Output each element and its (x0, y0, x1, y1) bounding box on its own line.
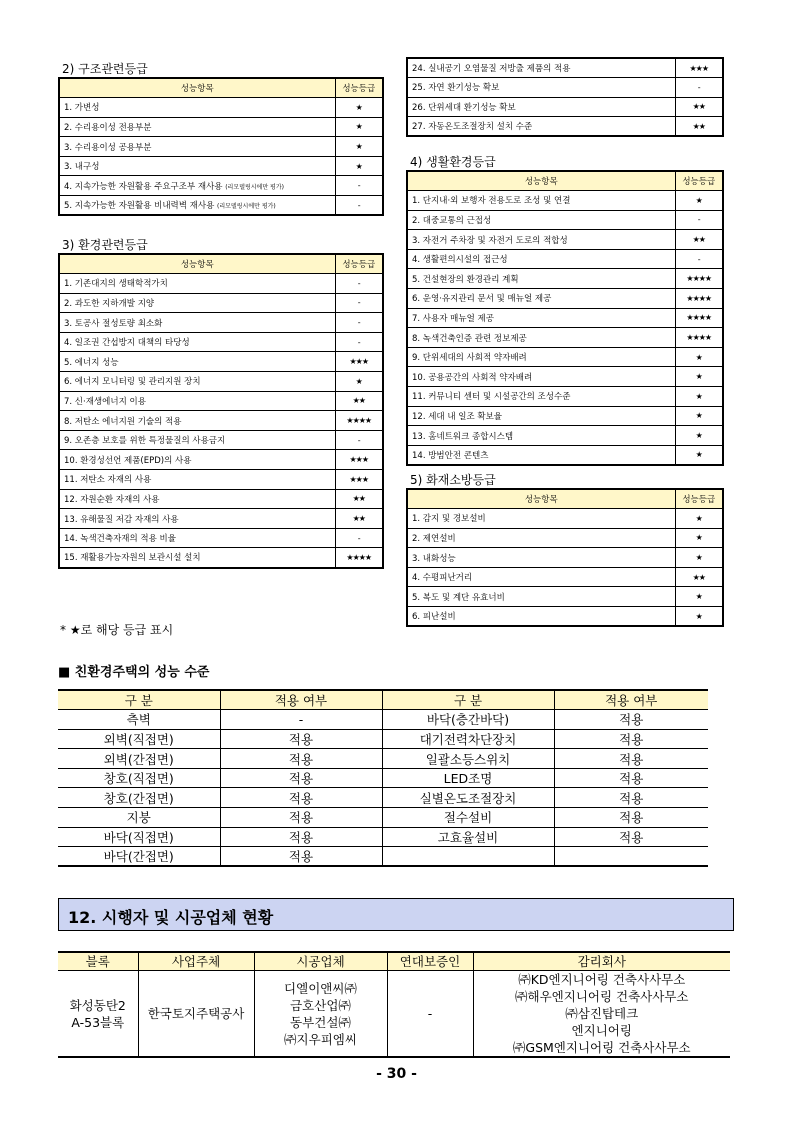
perf-item (407, 347, 675, 367)
grade-note: * ★로 해당 등급 표시 (60, 623, 174, 637)
eco-category: 바닥(층간바닥) (382, 710, 554, 730)
perf-item-label: 25. 자연 환기성능 확보 (412, 83, 500, 94)
perf-grade: ★★★★ (335, 548, 383, 568)
fire-table (406, 488, 724, 627)
contractor-table (58, 951, 730, 1058)
eco-applied: 적용 (554, 710, 708, 730)
eco-category: 창호(간접면) (58, 788, 220, 808)
eco-applied: 적용 (554, 788, 708, 808)
header-item: 성능항목 (59, 78, 335, 98)
perf-item-label: 2. 대중교통의 근접성 (412, 215, 492, 226)
perf-grade: ★★★ (335, 470, 383, 490)
perf-item (407, 548, 675, 568)
perf-grade: ★★ (335, 509, 383, 529)
perf-grade: ★★ (335, 489, 383, 509)
perf-grade: - (335, 293, 383, 313)
living-title: 4) 생활환경등급 (410, 155, 496, 169)
table-row (59, 489, 383, 509)
perf-grade: ★★★ (675, 58, 723, 78)
eco-category: 절수설비 (382, 808, 554, 828)
perf-grade: ★★ (675, 97, 723, 117)
perf-grade: - (335, 430, 383, 450)
perf-item-label: 5. 에너지 성능 (64, 357, 119, 368)
perf-item (59, 117, 335, 137)
perf-grade: ★★★★ (675, 328, 723, 348)
perf-grade: - (335, 332, 383, 352)
eco-applied: 적용 (554, 749, 708, 769)
perf-item-label: 5. 지속가능한 자원활용 비내력벽 재사용 (64, 201, 215, 212)
perf-item (407, 308, 675, 328)
perf-grade: ★ (675, 528, 723, 548)
perf-grade: ★ (675, 191, 723, 211)
perf-grade: ★ (335, 372, 383, 392)
perf-item (407, 78, 675, 98)
perf-item-label: 6. 피난설비 (412, 612, 456, 623)
perf-item (407, 58, 675, 78)
table-row (58, 749, 708, 769)
perf-item-label: 9. 단위세대의 사회적 약자배려 (412, 353, 527, 364)
header-grade: 성능등급 (335, 78, 383, 98)
perf-grade: - (675, 78, 723, 98)
header-grade: 성능등급 (335, 254, 383, 274)
page-number: - 30 - (376, 1066, 417, 1082)
table-row (59, 509, 383, 529)
perf-item (59, 293, 335, 313)
eco-category: 실별온도조절장치 (382, 788, 554, 808)
environment-cont-table (406, 57, 724, 137)
perf-item-note: (리모델링시에만 평가) (225, 183, 284, 191)
section12-title: 12. 시행자 및 시공업체 현황 (68, 908, 274, 927)
perf-item (59, 156, 335, 176)
table-row (407, 269, 723, 289)
perf-item-label: 24. 실내공기 오염물질 저방출 제품의 적용 (412, 64, 571, 75)
perf-grade: ★ (675, 509, 723, 529)
perf-item (59, 391, 335, 411)
perf-item (59, 176, 335, 196)
cons-supervisors (473, 971, 730, 1058)
eco-category: 바닥(간접면) (58, 847, 220, 867)
supervisor-name: ㈜삼진탑테크 (565, 1006, 639, 1021)
table-row (407, 191, 723, 211)
environment-table (58, 253, 384, 569)
builder-name: 디엘이앤씨㈜ (284, 980, 357, 996)
perf-grade: ★ (675, 587, 723, 607)
eco-category (382, 847, 554, 867)
table-row (58, 729, 708, 749)
perf-item (59, 450, 335, 470)
perf-item (407, 445, 675, 465)
perf-item-label: 6. 운영·유지관리 문서 및 매뉴얼 제공 (412, 294, 552, 305)
header-grade: 성능등급 (675, 489, 723, 509)
table-row (58, 710, 708, 730)
header-grade: 성능등급 (675, 171, 723, 191)
eco-header-applied: 적용 여부 (554, 690, 708, 710)
cons-header-guarantor: 연대보증인 (387, 952, 473, 971)
table-row (407, 210, 723, 230)
perf-grade: ★ (675, 548, 723, 568)
perf-item-label: 12. 자원순환 자재의 사용 (64, 494, 160, 505)
perf-grade: ★ (335, 98, 383, 118)
perf-grade: ★★★★ (675, 289, 723, 309)
cons-header-builder: 시공업체 (254, 952, 387, 971)
perf-grade: ★★★★ (675, 308, 723, 328)
structure-title: 2) 구조관련등급 (62, 62, 148, 76)
perf-item (59, 411, 335, 431)
eco-category: 대기전력차단장치 (382, 729, 554, 749)
table-row (59, 548, 383, 568)
environment-title: 3) 환경관련등급 (62, 238, 148, 252)
builder-name: ㈜지우피엠씨 (284, 1031, 357, 1047)
eco-applied: 적용 (554, 729, 708, 749)
perf-item-label: 1. 감지 및 경보설비 (412, 514, 486, 525)
table-row (59, 176, 383, 196)
perf-item (59, 98, 335, 118)
perf-grade: ★★★★ (675, 269, 723, 289)
table-row (59, 98, 383, 118)
perf-item (407, 607, 675, 627)
perf-item (407, 328, 675, 348)
table-row (59, 137, 383, 157)
table-row (407, 548, 723, 568)
table-row (407, 528, 723, 548)
perf-grade: ★★ (675, 117, 723, 137)
perf-item (407, 426, 675, 446)
perf-item-label: 2. 제연설비 (412, 533, 456, 544)
table-row (407, 58, 723, 78)
perf-grade: ★ (335, 117, 383, 137)
perf-item (407, 509, 675, 529)
table-row (58, 788, 708, 808)
table-row (59, 293, 383, 313)
header-item: 성능항목 (59, 254, 335, 274)
eco-header-category: 구 분 (58, 690, 220, 710)
perf-item (59, 548, 335, 568)
table-row (407, 445, 723, 465)
cons-guarantor: - (387, 971, 473, 1058)
table-row (407, 117, 723, 137)
perf-item (59, 528, 335, 548)
perf-item (59, 274, 335, 294)
perf-grade: ★ (675, 445, 723, 465)
eco-applied: 적용 (220, 808, 382, 828)
living-table (406, 170, 724, 466)
eco-applied: 적용 (220, 729, 382, 749)
table-row (407, 347, 723, 367)
table-row (59, 372, 383, 392)
perf-grade: - (335, 196, 383, 216)
builder-name: 금호산업㈜ (290, 997, 351, 1013)
cons-header-supervisor: 감리회사 (473, 952, 730, 971)
perf-item-label: 3. 수리용이성 공용부분 (64, 142, 152, 153)
perf-item-label: 13. 유해물질 저감 자재의 사용 (64, 514, 179, 525)
perf-item (407, 210, 675, 230)
table-row (58, 827, 708, 847)
perf-item-label: 1. 단지내·외 보행자 전용도로 조성 및 연결 (412, 196, 571, 207)
perf-grade: - (335, 176, 383, 196)
eco-header-applied: 적용 여부 (220, 690, 382, 710)
cons-builders (254, 971, 387, 1058)
perf-item-label: 2. 수리용이성 전용부분 (64, 122, 152, 133)
perf-grade: - (335, 528, 383, 548)
perf-item-label: 4. 수평피난거리 (412, 573, 473, 584)
table-row (407, 289, 723, 309)
perf-item-label: 6. 에너지 모니터링 및 관리지원 장치 (64, 377, 201, 388)
table-row (407, 567, 723, 587)
table-row (407, 387, 723, 407)
perf-grade: ★★★ (335, 450, 383, 470)
perf-item-label: 4. 생활편의시설의 접근성 (412, 255, 508, 266)
table-row (59, 470, 383, 490)
eco-category: LED조명 (382, 768, 554, 788)
perf-item (407, 230, 675, 250)
fire-title: 5) 화재소방등급 (410, 473, 496, 487)
perf-item-label: 13. 홈네트워크 종합시스템 (412, 431, 514, 442)
section12-banner (58, 898, 734, 931)
table-row (407, 509, 723, 529)
perf-item (407, 269, 675, 289)
eco-applied: - (220, 710, 382, 730)
eco-applied: 적용 (554, 808, 708, 828)
header-item: 성능항목 (407, 171, 675, 191)
perf-item (59, 470, 335, 490)
perf-item-label: 3. 내화성능 (412, 553, 456, 564)
perf-grade: ★★★★ (335, 411, 383, 431)
eco-category: 지붕 (58, 808, 220, 828)
table-row (407, 249, 723, 269)
table-row (58, 847, 708, 867)
perf-item-label: 26. 단위세대 환기성능 확보 (412, 102, 516, 113)
table-row (407, 230, 723, 250)
eco-category: 일괄소등스위치 (382, 749, 554, 769)
eco-table (58, 689, 708, 867)
perf-item-label: 10. 공용공간의 사회적 약자배려 (412, 372, 533, 383)
perf-item-label: 3. 내구성 (64, 162, 100, 173)
eco-category: 외벽(직접면) (58, 729, 220, 749)
perf-item (59, 313, 335, 333)
perf-grade: ★★ (675, 567, 723, 587)
table-row (59, 274, 383, 294)
perf-grade: ★ (335, 137, 383, 157)
eco-title: ■ 친환경주택의 성능 수준 (58, 665, 210, 680)
perf-grade: ★ (675, 367, 723, 387)
table-row (59, 352, 383, 372)
perf-item-label: 3. 토공사 절성토량 최소화 (64, 318, 163, 329)
table-row (59, 313, 383, 333)
builder-name: 동부건설㈜ (290, 1014, 351, 1030)
eco-category: 외벽(간접면) (58, 749, 220, 769)
cons-owner: 한국토지주택공사 (138, 971, 254, 1058)
table-row (407, 406, 723, 426)
perf-grade: ★ (675, 426, 723, 446)
table-row (407, 587, 723, 607)
perf-item (407, 289, 675, 309)
perf-item-label: 4. 지속가능한 자원활용 주요구조부 재사용 (64, 181, 223, 192)
perf-item-label: 2. 과도한 지하개발 지양 (64, 298, 155, 309)
perf-item (407, 587, 675, 607)
eco-header-category: 구 분 (382, 690, 554, 710)
table-row (59, 156, 383, 176)
table-row (407, 97, 723, 117)
table-row (59, 450, 383, 470)
eco-applied: 적용 (554, 827, 708, 847)
perf-item-label: 7. 사용자 매뉴얼 제공 (412, 313, 494, 324)
table-row (407, 367, 723, 387)
supervisor-name: ㈜KD엔지니어링 건축사사무소 (518, 972, 686, 987)
eco-applied: 적용 (554, 768, 708, 788)
perf-item-label: 14. 방범안전 콘텐츠 (412, 450, 489, 461)
table-row (58, 768, 708, 788)
header-item: 성능항목 (407, 489, 675, 509)
perf-item-label: 5. 복도 및 계단 유효너비 (412, 592, 505, 603)
table-row (407, 328, 723, 348)
eco-applied: 적용 (220, 768, 382, 788)
perf-grade: - (675, 249, 723, 269)
eco-applied: 적용 (220, 749, 382, 769)
perf-item (59, 509, 335, 529)
eco-category: 바닥(직접면) (58, 827, 220, 847)
supervisor-name: ㈜해우엔지니어링 건축사사무소 (515, 989, 689, 1004)
table-row (58, 808, 708, 828)
perf-item-label: 5. 건설현장의 환경관리 계획 (412, 274, 519, 285)
eco-category: 창호(직접면) (58, 768, 220, 788)
perf-item-label: 1. 가변성 (64, 103, 100, 114)
eco-category: 고효율설비 (382, 827, 554, 847)
perf-grade: ★ (675, 406, 723, 426)
perf-item (59, 137, 335, 157)
perf-item-label: 14. 녹색건축자재의 적용 비율 (64, 534, 176, 545)
perf-item-note: (리모델링시에만 평가) (217, 203, 276, 211)
perf-grade: - (335, 313, 383, 333)
table-row (59, 411, 383, 431)
perf-item-label: 9. 오존층 보호를 위한 특정물질의 사용금지 (64, 436, 226, 447)
perf-item-label: 12. 세대 내 일조 확보율 (412, 411, 503, 422)
perf-item-label: 7. 신·재생에너지 이용 (64, 396, 146, 407)
perf-item (59, 332, 335, 352)
perf-item (59, 352, 335, 372)
perf-item (407, 528, 675, 548)
perf-grade: ★★ (675, 230, 723, 250)
perf-item (59, 372, 335, 392)
perf-grade: ★★★ (335, 352, 383, 372)
perf-grade: - (675, 210, 723, 230)
cons-header-owner: 사업주체 (138, 952, 254, 971)
table-row (407, 78, 723, 98)
block-line: 화성동탄2 (69, 997, 126, 1013)
perf-item-label: 1. 기존대지의 생태학적가치 (64, 279, 168, 290)
perf-item (59, 196, 335, 216)
table-row (59, 528, 383, 548)
table-row (59, 117, 383, 137)
perf-item-label: 4. 일조권 간섭방지 대책의 타당성 (64, 338, 190, 349)
perf-item (59, 489, 335, 509)
perf-grade: ★ (675, 347, 723, 367)
perf-item-label: 10. 환경성선언 제품(EPD)의 사용 (64, 455, 192, 466)
cons-header-block: 블록 (58, 952, 138, 971)
eco-applied (554, 847, 708, 867)
block-line: A-53블록 (71, 1014, 125, 1030)
perf-item-label: 11. 커뮤니티 센터 및 시설공간의 조성수준 (412, 392, 571, 403)
perf-item (407, 406, 675, 426)
perf-item (407, 567, 675, 587)
perf-item-label: 8. 저탄소 에너지원 기술의 적용 (64, 416, 182, 427)
perf-item-label: 8. 녹색건축인증 관련 정보제공 (412, 333, 527, 344)
perf-item-label: 15. 재활용가능자원의 보관시설 설치 (64, 553, 201, 564)
perf-grade: ★ (675, 607, 723, 627)
eco-applied: 적용 (220, 788, 382, 808)
eco-applied: 적용 (220, 827, 382, 847)
perf-grade: ★ (335, 156, 383, 176)
perf-item (407, 97, 675, 117)
perf-item-label: 11. 저탄소 자재의 사용 (64, 475, 152, 486)
supervisor-name: ㈜GSM엔지니어링 건축사사무소 (512, 1040, 691, 1055)
perf-item-label: 3. 자전거 주차장 및 자전거 도로의 적합성 (412, 235, 568, 246)
eco-category: 측벽 (58, 710, 220, 730)
perf-grade: ★ (675, 387, 723, 407)
table-row (59, 196, 383, 216)
perf-grade: ★★ (335, 391, 383, 411)
table-row (407, 607, 723, 627)
perf-grade: - (335, 274, 383, 294)
perf-item (407, 367, 675, 387)
perf-item (407, 191, 675, 211)
table-row (59, 430, 383, 450)
perf-item (407, 117, 675, 137)
table-row (407, 308, 723, 328)
table-row (407, 426, 723, 446)
perf-item (407, 249, 675, 269)
perf-item-label: 27. 자동온도조절장치 설치 수준 (412, 122, 533, 133)
table-row (59, 332, 383, 352)
structure-table (58, 77, 384, 216)
table-row (59, 391, 383, 411)
perf-item (407, 387, 675, 407)
perf-item (59, 430, 335, 450)
eco-applied: 적용 (220, 847, 382, 867)
supervisor-name: 엔지니어링 (571, 1023, 632, 1038)
cons-block (58, 971, 138, 1058)
